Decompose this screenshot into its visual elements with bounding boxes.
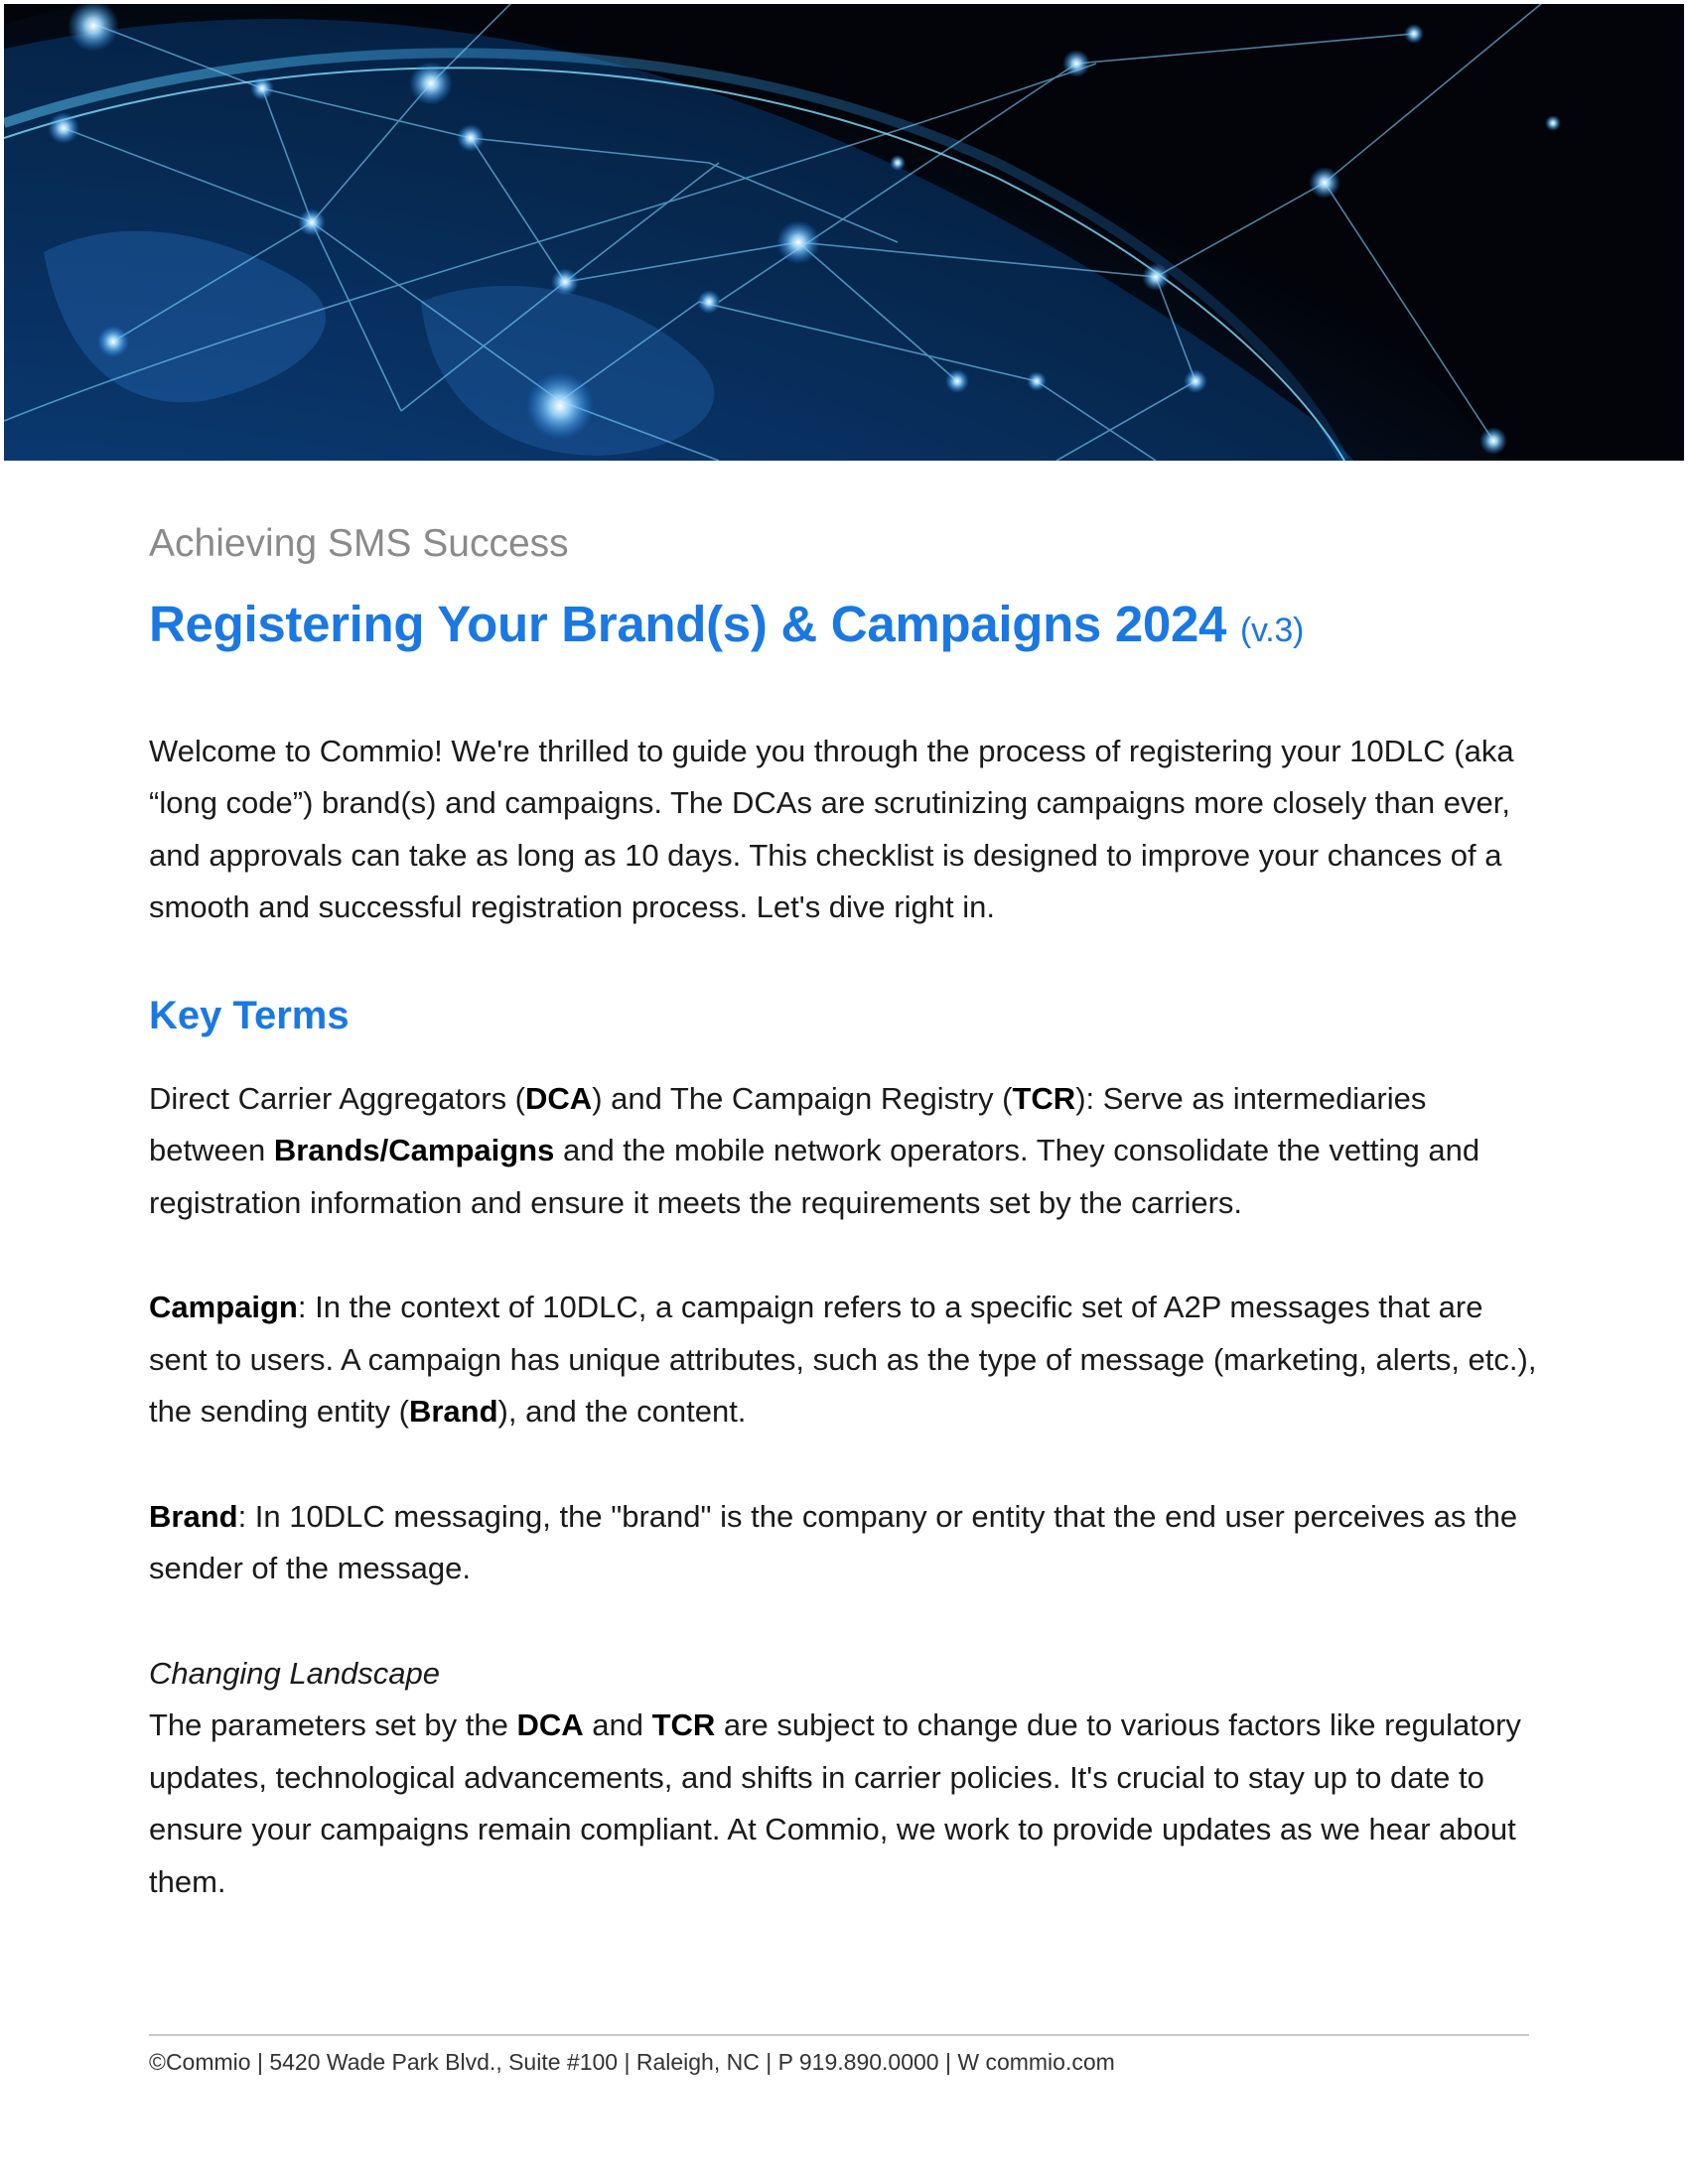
campaign-term: Campaign — [149, 1290, 298, 1325]
brand-definition: Brand: In 10DLC messaging, the "brand" is the company or entity that the end user perceives as the sender of the message. — [149, 1498, 1518, 1586]
dca-term: DCA — [525, 1080, 593, 1116]
brand-inline-term: Brand — [408, 1394, 498, 1430]
intro-paragraph: Welcome to Commio! We're thrilled to guide you through the process of registering your 10DLC (aka “long code”) brand(s) and campaigns. The DCAs are scrutinizing campaigns more closely than ever, and approvals can take as long as 10 days. This checklist is designed to improve your chances of a smooth and successful registration process. Let's dive right in. — [149, 733, 1514, 925]
changing-landscape-subheading: Changing Landscape — [149, 1655, 441, 1691]
version-label: (v.3) — [1240, 611, 1304, 649]
document-body — [149, 521, 1539, 1908]
brands-campaigns-term: Brands/Campaigns — [273, 1133, 555, 1168]
globe-network-graphic — [4, 4, 1684, 461]
tcr-term-2: TCR — [651, 1707, 716, 1743]
dca-tcr-definition: Direct Carrier Aggregators (DCA) and The Campaign Registry (TCR): Serve as intermediaries between Brands/Campaigns and the mobile network operators. They consolidate the vetting and registration information and ensure it meets the requirements set by the carriers. — [149, 1080, 1480, 1220]
key-terms-heading: Key Terms — [149, 993, 350, 1037]
tcr-term: TCR — [1012, 1080, 1076, 1116]
header-banner-image — [4, 4, 1684, 461]
footer-contact: ©Commio | 5420 Wade Park Blvd., Suite #100 | Raleigh, NC | P 919.890.0000 | W commio.com — [149, 2049, 1115, 2075]
title-text: Registering Your Brand(s) & Campaigns 2024 — [149, 595, 1227, 652]
campaign-definition: Campaign: In the context of 10DLC, a campaign refers to a specific set of A2P messages that are sent to users. A campaign has unique attributes, such as the type of message (marketing, alerts, etc.), the sending entity (Brand), and the content. — [149, 1290, 1537, 1430]
document-title — [149, 594, 1539, 654]
footer-divider — [149, 2034, 1529, 2036]
brand-term: Brand — [149, 1498, 238, 1534]
document-kicker: Achieving SMS Success — [149, 522, 569, 565]
changing-landscape-paragraph: The parameters set by the DCA and TCR are subject to change due to various factors like regulatory updates, technological advancements, and shifts in carrier policies. It's crucial to stay up to date to ensure your campaigns remain compliant. At Commio, we work to provide updates as we hear about them. — [149, 1707, 1521, 1899]
dca-term-2: DCA — [516, 1707, 584, 1743]
